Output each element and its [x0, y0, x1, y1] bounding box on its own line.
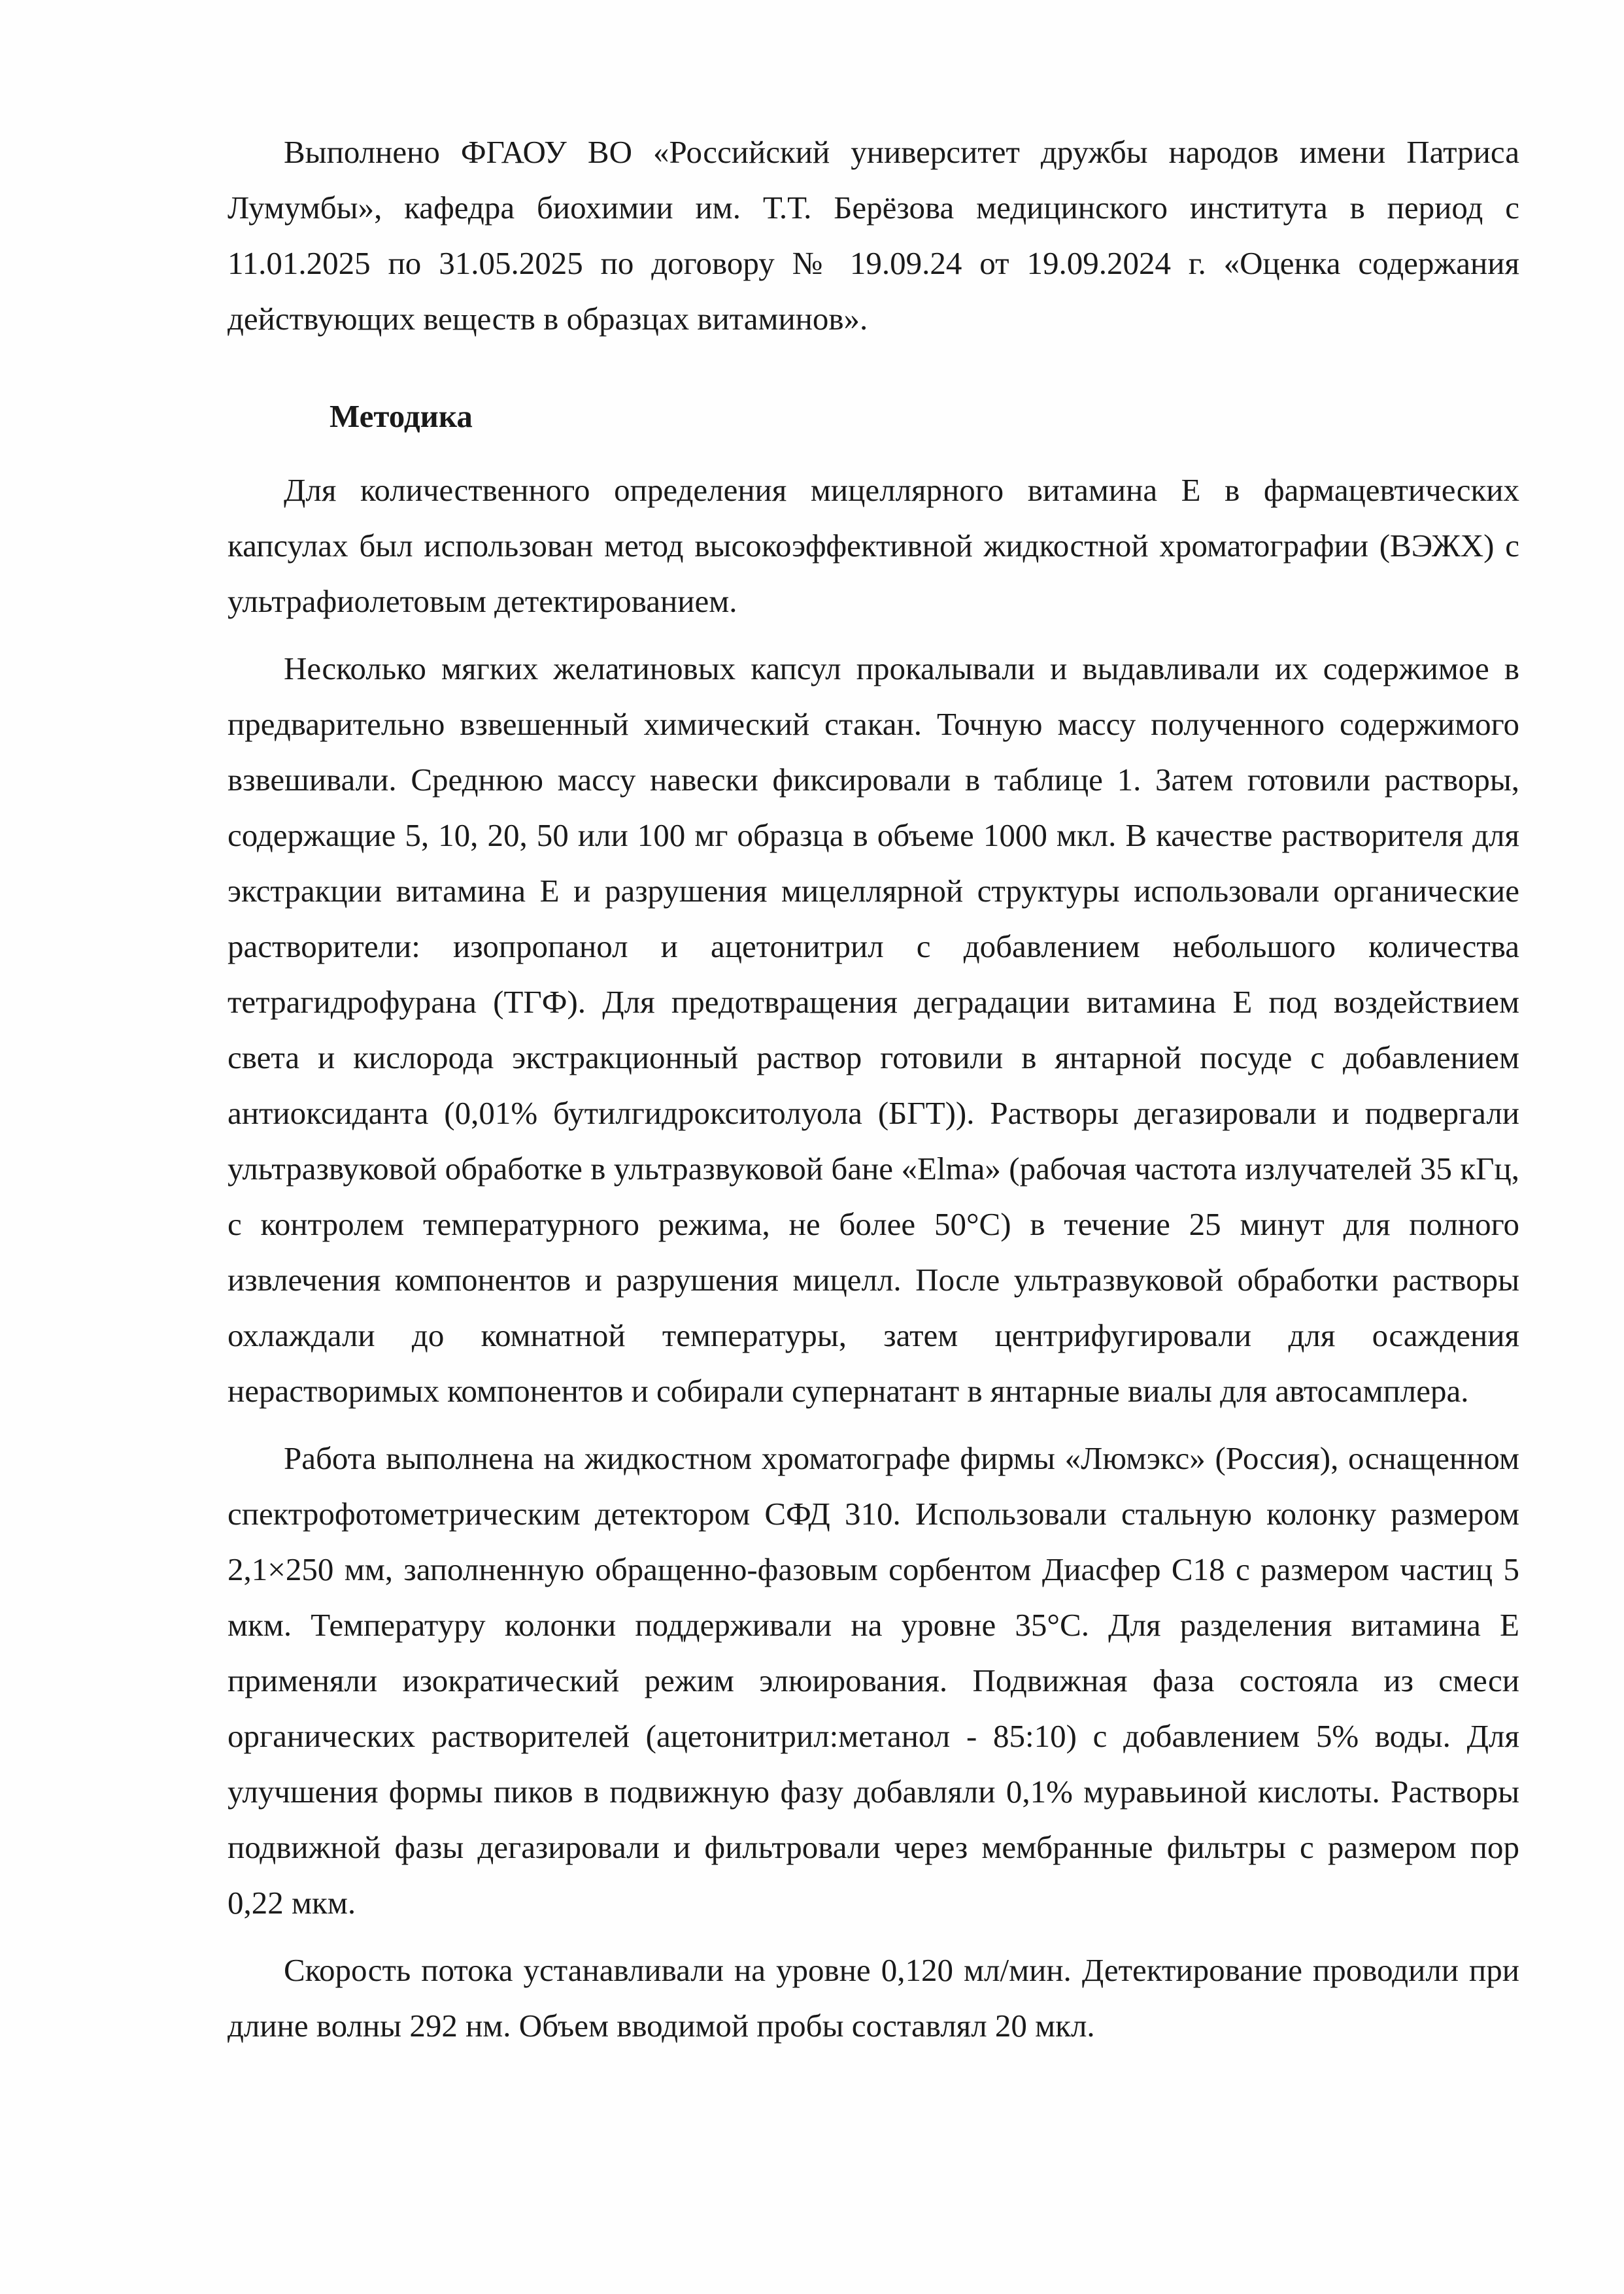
paragraph-method-overview: Для количественного определения мицеллярного витамина Е в фармацевтических капсулах был использован метод высокоэффективной жидкостной хроматографии (ВЭЖХ) с ультрафиолетовым детектированием. — [228, 472, 1519, 619]
section-heading: Методика — [330, 398, 473, 434]
document-body — [228, 124, 1519, 2065]
intro-paragraph: Выполнено ФГАОУ ВО «Российский университет дружбы народов имени Патриса Лумумбы», кафедра биохимии им. Т.Т. Берёзова медицинского института в период с 11.01.2025 по 31.05.2025 по договору № 19.09.24 от 19.09.2024 г. «Оценка содержания действующих веществ в образцах витаминов». — [228, 134, 1519, 337]
paragraph-flow-detection: Скорость потока устанавливали на уровне 0,120 мл/мин. Детектирование проводили при длине волны 292 нм. Объем вводимой пробы составлял 20 мкл. — [228, 1952, 1519, 2044]
paragraph-sample-preparation: Несколько мягких желатиновых капсул прокалывали и выдавливали их содержимое в предварительно взвешенный химический стакан. Точную массу полученного содержимого взвешивали. Среднюю массу навески фиксировали в таблице 1. Затем готовили растворы, содержащие 5, 10, 20, 50 или 100 мг образца в объеме 1000 мкл. В качестве растворителя для экстракции витамина Е и разрушения мицеллярной структуры использовали органические растворители: изопропанол и ацетонитрил с добавлением небольшого количества тетрагидрофурана (ТГФ). Для предотвращения деградации витамина Е под воздействием света и кислорода экстракционный раствор готовили в янтарной посуде с добавлением антиоксиданта (0,01% бутилгидрокситолуола (БГТ)). Растворы дегазировали и подвергали ультразвуковой обработке в ультразвуковой бане «Elma» (рабочая частота излучателей 35 кГц, с контролем температурного режима, не более 50°С) в течение 25 минут для полного извлечения компонентов и разрушения мицелл. После ультразвуковой обработки растворы охлаждали до комнатной температуры, затем центрифугировали для осаждения нерастворимых компонентов и собирали супернатант в янтарные виалы для автосамплера. — [228, 650, 1519, 1409]
paragraph-chromatograph-setup: Работа выполнена на жидкостном хроматографе фирмы «Люмэкс» (Россия), оснащенном спектрофотометрическим детектором СФД 310. Использовали стальную колонку размером 2,1×250 мм, заполненную обращенно-фазовым сорбентом Диасфер С18 с размером частиц 5 мкм. Температуру колонки поддерживали на уровне 35°С. Для разделения витамина Е применяли изократический режим элюирования. Подвижная фаза состояла из смеси органических растворителей (ацетонитрил:метанол - 85:10) с добавлением 5% воды. Для улучшения формы пиков в подвижную фазу добавляли 0,1% муравьиной кислоты. Растворы подвижной фазы дегазировали и фильтровали через мембранные фильтры с размером пор 0,22 мкм. — [228, 1440, 1519, 1921]
